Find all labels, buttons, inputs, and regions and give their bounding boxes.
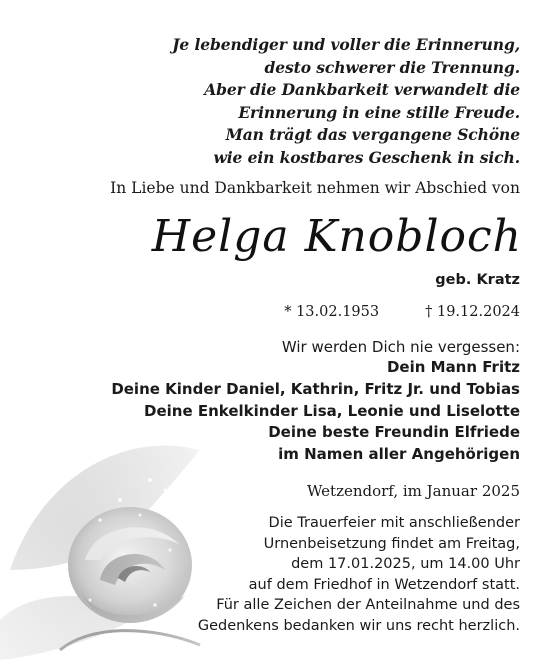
life-dates: [284, 302, 520, 322]
funeral-line: Gedenkens bedanken wir uns recht herzlich.: [197, 617, 520, 634]
poem-line: Erinnerung in eine stille Freude.: [238, 102, 520, 122]
poem-line: Man trägt das vergangene Schöne: [225, 125, 520, 145]
birth-date: * 13.02.1953: [284, 304, 380, 320]
mourner-line: Deine Kinder Daniel, Kathrin, Fritz Jr. und Tobias: [111, 379, 520, 398]
poem-line: Aber die Dankbarkeit verwandelt die: [204, 80, 520, 100]
place-date: Wetzendorf, im Januar 2025: [306, 482, 520, 500]
poem-line: desto schwerer die Trennung.: [264, 57, 520, 77]
poem-line: Je lebendiger und voller die Erinnerung,: [172, 35, 520, 54]
poem: [172, 34, 520, 170]
funeral-line: dem 17.01.2025, um 14.00 Uhr: [291, 556, 520, 572]
deceased-name: Helga Knobloch: [151, 211, 522, 262]
death-date: † 19.12.2024: [425, 304, 520, 320]
poem-line: wie ein kostbares Geschenk in sich.: [213, 147, 520, 167]
funeral-info: [198, 513, 520, 636]
mourner-line: Deine Enkelkinder Lisa, Leonie und Liselotte: [144, 401, 520, 420]
birth-name: geb. Kratz: [435, 272, 520, 288]
mourners-list: [111, 357, 520, 466]
funeral-line: Für alle Zeichen der Anteilnahme und des: [216, 597, 520, 613]
funeral-line: auf dem Friedhof in Wetzendorf statt.: [248, 576, 520, 593]
forget-line: Wir werden Dich nie vergessen:: [281, 338, 520, 356]
mourner-line: Deine beste Freundin Elfriede: [268, 423, 520, 442]
funeral-line: Die Trauerfeier mit anschließender: [268, 515, 520, 531]
mourner-line: Dein Mann Fritz: [386, 358, 520, 376]
mourner-line: im Namen aller Angehörigen: [278, 445, 520, 464]
intro-text: In Liebe und Dankbarkeit nehmen wir Abschied von: [110, 179, 520, 197]
funeral-line: Urnenbeisetzung findet am Freitag,: [263, 535, 520, 552]
